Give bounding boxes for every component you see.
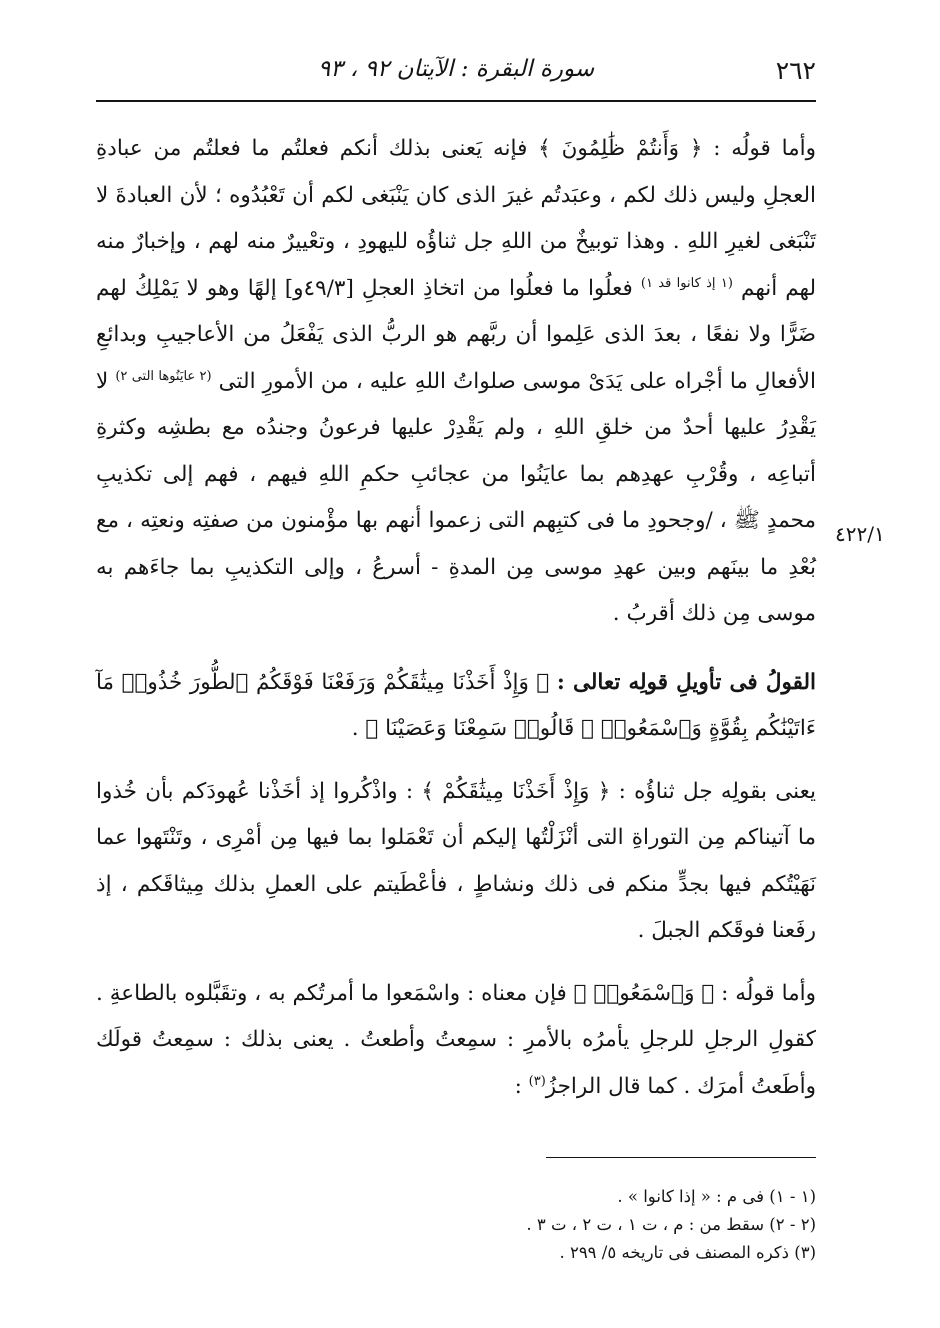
main-text [96,126,816,1110]
paragraph-gap [96,955,816,971]
paragraph-text: فعلُوا ما فعلُوا من اتخاذِ العجلِ [٤٩/٣و] إلهًا وهو لا يَمْلِكُ لهم ضَرًّا ولا نفعًا ، بعدَ الذى عَلِموا أن ربَّهم هو الربُّ الذى يَفْعَلُ من الأعاجيبِ وبدائعِ الأفعالِ ما أجْراه على يَدَىْ موسى صلواتُ اللهِ عليه ، من الأمورِ التى [96,275,816,394]
paragraph-text: يعنى بقولِه جل ثناؤُه : ﴿ وَإِذْ أَخَذْنَا مِيثَٰقَكُمْ ﴾ : واذْكُروا إذ أخَذْنا عُهودَكم بأن خُذوا ما آتيناكم مِن التوراةِ التى أنْزَلْتُها إليكم أن تَعْمَلوا بما فيها مِن أمْرِى ، وتَنْتَهوا عما نَهَيْتُكم فيها بجدٍّ منكم فى ذلك ونشاطٍ ، فأعْطَيتم على العملِ بذلك مِيثاقَكم ، إذ رفَعنا فوقَكم الجبلَ . [96,778,816,943]
page-header [96,52,816,96]
paragraph-gap [96,638,816,660]
paragraph-3 [96,769,816,955]
quran-verse: ﴿ وَإِذْ أَخَذْنَا مِيثَٰقَكُمْ وَرَفَعْنَا فَوْقَكُمُ ٱلطُّورَ خُذُوا۟ مَآ ءَاتَيْنَٰكُم بِقُوَّةٍ وَٱسْمَعُوا۟ ۖ قَالُوا۟ سَمِعْنَا وَعَصَيْنَا ﴾ . [96,669,816,741]
footnote-2: (٢ - ٢) سقط من : م ، ت ١ ، ت ٢ ، ت ٣ . [526,1215,816,1234]
paragraph-text: وأما قولُه : ﴿ وَٱسْمَعُوا۟ ﴾ فإن معناه : واسْمَعوا ما أمرتُكم به ، وتقَبَّلوه بالطاعةِ . كقولِ الرجلِ للرجلِ يأمرُه بالأمرِ : سمِعتُ وأطعتُ . يعنى بذلك : سمِعتُ قولَك وأطَعتُ أمرَك . كما قال الراجزُ [96,980,816,1099]
paragraph-1 [96,126,816,638]
margin-reference: ٤٢٢/١ [835,522,885,546]
footnote-mark-2: (٢ عايَنُوها التى ٢) [115,368,212,384]
paragraph-gap [96,753,816,769]
footnotes [96,1183,816,1267]
section-heading: القولُ فى تأويلِ قولِه تعالى : [556,669,816,695]
header-rule [96,100,816,102]
running-title: سورة البقرة : الآيتان ٩٢ ، ٩٣ [317,56,595,82]
footnote-3: (٣) ذكره المصنف فى تاريخه ٥/ ٢٩٩ . [559,1243,816,1262]
paragraph-text: وأما قولُه : ﴿ وَأَنتُمْ ظَٰلِمُونَ ﴾ فإنه يَعنى بذلك أنكم فعلتُم ما فعلتُم من عبادةِ العجلِ وليس ذلك لكم ، وعبَدتُم غيرَ الذى كان يَنْبَغى لكم أن تَعْبُدُوه ؛ لأن العبادةَ لا تَنْبَغى لغيرِ اللهِ . وهذا توبيخٌ من اللهِ جل ثناؤُه لليهودِ ، وتعْييرٌ منه لهم ، وإخبارٌ منه لهم أنهم [96,136,817,301]
paragraph-text: لا يَقْدِرُ عليها أحدٌ من خلقِ اللهِ ، ولم يَقْدِرْ عليها فرعونُ وجندُه مع بطشِه وكثرةِ أتباعِه ، وقُرْبِ عهدِهم بما عايَنُوا من عجائبِ حكمِ اللهِ فيهم ، فهم إلى تكذيبِ محمدٍ ﷺ ، /وجحودِ ما فى كتبِهم التى زعموا أنهم بها مؤْمنون من صفتِه ونعتِه ، مع بُعْدِ ما بينَهم وبين عهدِ موسى مِن المدةِ - أسرعُ ، وإلى التكذيبِ بما جاءَهم به موسى مِن ذلك أقربُ . [96,368,816,626]
footnote-rule [546,1157,816,1158]
section-heading-paragraph [96,660,816,753]
paragraph-tail: : [514,1073,529,1099]
footnote-mark-1: (١ إذ كانوا قد ١) [640,275,733,291]
footnote-1: (١ - ١) فى م : « إذا كانوا » . [617,1187,816,1206]
paragraph-4 [96,971,816,1111]
footnote-mark-3: (٣) [528,1073,546,1089]
page-number: ٢٦٢ [775,56,816,85]
